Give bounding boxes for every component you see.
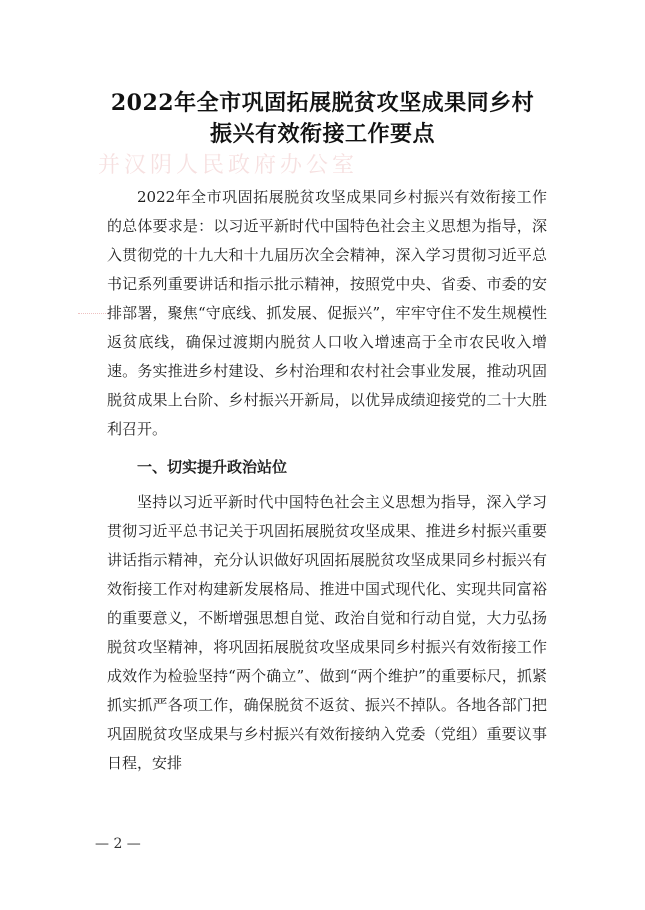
paragraph-general-requirements: 2022年全市巩固拓展脱贫攻坚成果同乡村振兴有效衔接工作的总体要求是：以习近平新时代中国特色社会主义思想为指导，深入贯彻党的十九大和十九届历次全会精神，深入学习贯彻习近平总书记系列重要讲话和指示批示精神，按照党中央、省委、市委的安排部署，聚焦“守底线、抓发展、促振兴”，牢牢守住不发生规模性返贫底线，确保过渡期内脱贫人口收入增速高于全市农民收入增速。务实推进乡村建设、乡村治理和农村社会事业发展，推动巩固脱贫成果上台阶、乡村振兴开新局，以优异成绩迎接党的二十大胜利召开。 xyxy=(107,188,547,438)
page-number: — 2 — xyxy=(95,836,141,852)
faded-stamp-watermark: 并汉阴人民政府办公室 xyxy=(98,153,359,178)
document-title-line-1: 2022年全市巩固拓展脱贫攻坚成果同乡村 xyxy=(110,90,535,116)
paragraph-political-position: 坚持以习近平新时代中国特色社会主义思想为指导，深入学习贯彻习近平总书记关于巩固拓展脱贫攻坚成果、推进乡村振兴重要讲话指示精神，充分认识做好巩固拓展脱贫攻坚成果同乡村振兴有效衔接工作对构建新发展格局、推进中国式现代化、实现共同富裕的重要意义，不断增强思想自觉、政治自觉和行动自觉，大力弘扬脱贫攻坚精神，将巩固拓展脱贫攻坚成果同乡村振兴有效衔接工作成效作为检验坚持“两个确立”、做到“两个维护”的重要标尺，抓紧抓实抓严各项工作，确保脱贫不返贫、振兴不掉队。各地各部门把巩固脱贫攻坚成果与乡村振兴有效衔接纳入党委（党组）重要议事日程，安排 xyxy=(107,493,547,772)
section-heading-1: 一、切实提升政治站位 xyxy=(137,458,288,476)
document-title-line-2: 振兴有效衔接工作要点 xyxy=(209,121,435,147)
